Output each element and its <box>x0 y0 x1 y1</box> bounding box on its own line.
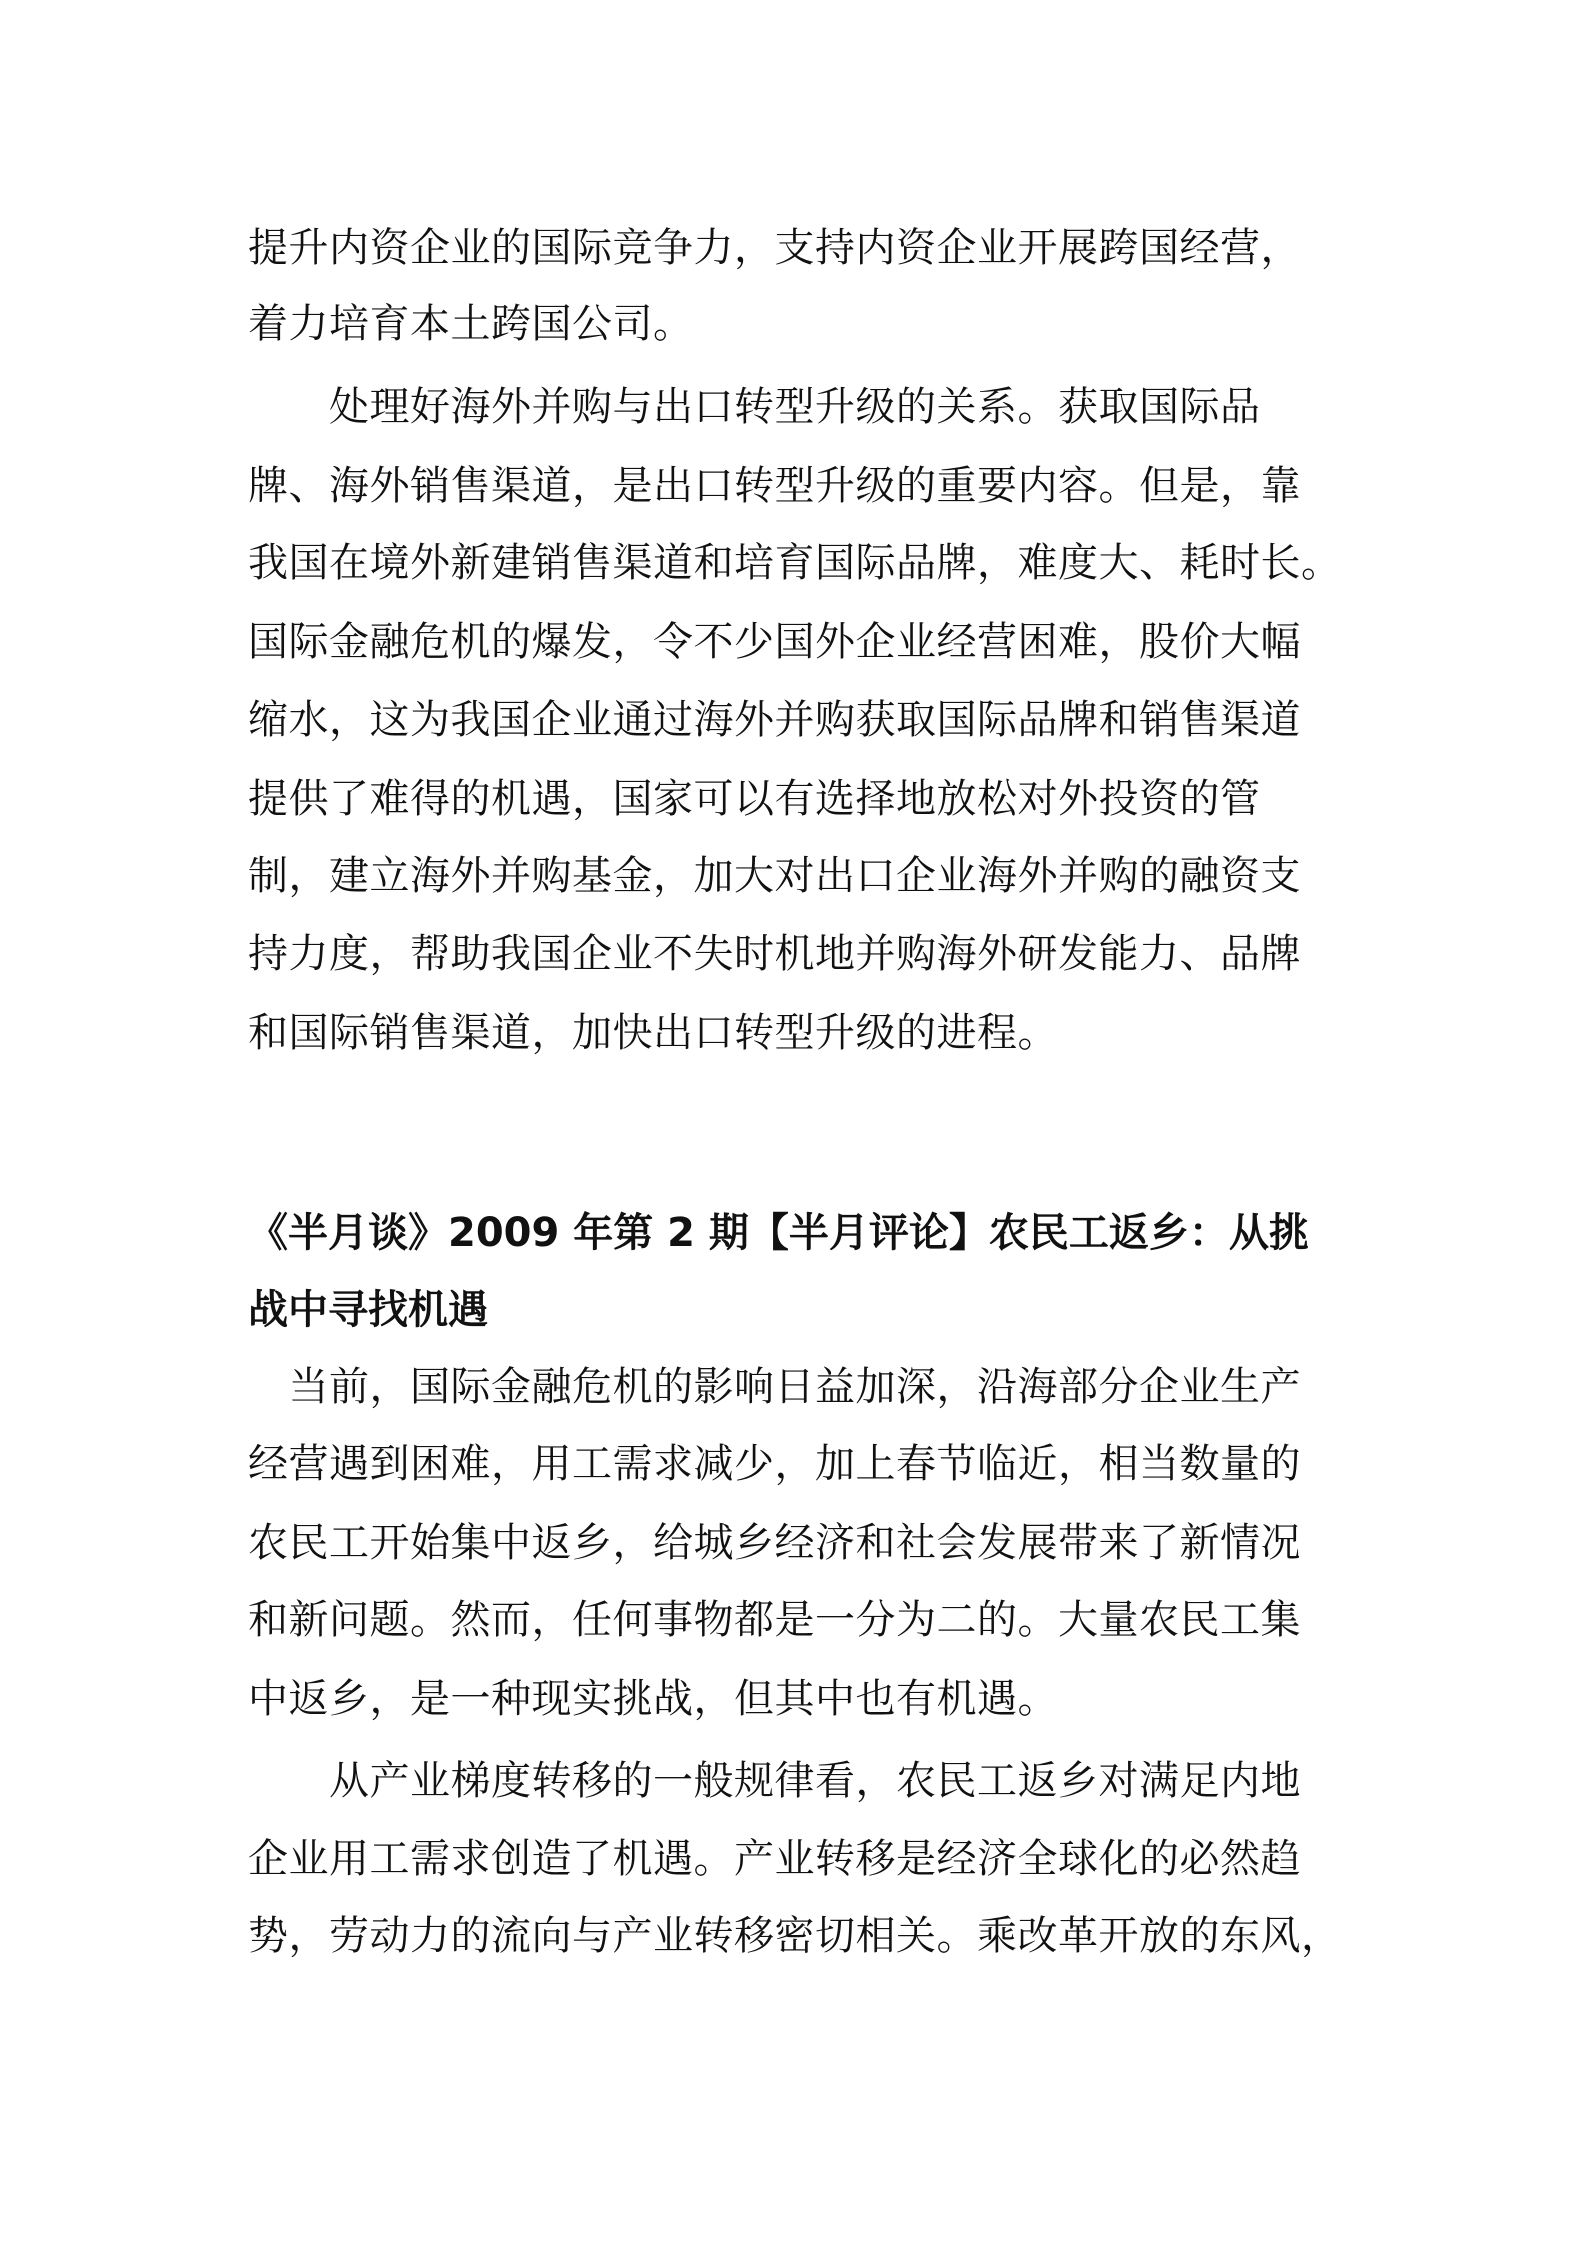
text-line: 着力培育本土跨国公司。 <box>248 301 694 347</box>
text-line: 我国在境外新建销售渠道和培育国际品牌，难度大、耗时长。 <box>248 540 1342 586</box>
text-line: 提升内资企业的国际竞争力，支持内资企业开展跨国经营， <box>248 225 1301 271</box>
text-line: 提供了难得的机遇，国家可以有选择地放松对外投资的管 <box>248 776 1261 822</box>
text-line: 从产业梯度转移的一般规律看，农民工返乡对满足内地 <box>248 1758 1301 1804</box>
text-line: 当前，国际金融危机的影响日益加深，沿海部分企业生产 <box>248 1364 1301 1410</box>
text-line: 和国际销售渠道，加快出口转型升级的进程。 <box>248 1010 1058 1056</box>
text-line: 处理好海外并购与出口转型升级的关系。获取国际品 <box>248 384 1261 430</box>
heading-line: 《半月谈》2009 年第 2 期【半月评论】农民工返乡：从挑 <box>248 1210 1309 1256</box>
text-line: 和新问题。然而，任何事物都是一分为二的。大量农民工集 <box>248 1597 1301 1643</box>
heading-line: 战中寻找机遇 <box>248 1287 488 1333</box>
text-line: 农民工开始集中返乡，给城乡经济和社会发展带来了新情况 <box>248 1520 1301 1566</box>
text-line: 制，建立海外并购基金，加大对出口企业海外并购的融资支 <box>248 853 1301 899</box>
text-line: 经营遇到困难，用工需求减少，加上春节临近，相当数量的 <box>248 1441 1301 1487</box>
text-line: 缩水，这为我国企业通过海外并购获取国际品牌和销售渠道 <box>248 697 1301 743</box>
text-line: 企业用工需求创造了机遇。产业转移是经济全球化的必然趋 <box>248 1836 1301 1882</box>
text-line: 牌、海外销售渠道，是出口转型升级的重要内容。但是，靠 <box>248 463 1301 509</box>
text-line: 国际金融危机的爆发，令不少国外企业经营困难，股价大幅 <box>248 619 1301 665</box>
text-line: 势，劳动力的流向与产业转移密切相关。乘改革开放的东风， <box>248 1913 1342 1959</box>
text-line: 持力度，帮助我国企业不失时机地并购海外研发能力、品牌 <box>248 931 1301 977</box>
text-line: 中返乡，是一种现实挑战，但其中也有机遇。 <box>248 1676 1058 1722</box>
